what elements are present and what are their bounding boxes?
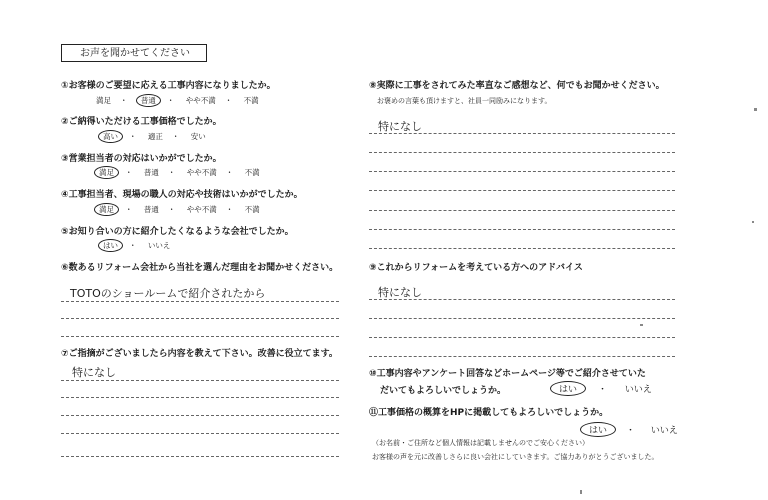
question-2-label: ②ご納得いただける工事価格でしたか。 xyxy=(61,117,222,127)
q6-answer-line-3 xyxy=(61,336,339,337)
q3-option-slightly-unsatisfied[interactable]: やや不満 xyxy=(186,168,217,177)
q2-option-cheap[interactable]: 安い xyxy=(190,132,206,141)
scan-speck xyxy=(580,490,582,494)
q8-answer-line-7 xyxy=(369,248,675,249)
question-3-label: ③営業担当者の対応はいかがでしたか。 xyxy=(61,154,222,164)
q10-option-yes-selected[interactable]: はい xyxy=(550,381,586,396)
question-10-options: はい ・ いいえ xyxy=(550,381,655,396)
q2-option-fair[interactable]: 適正 xyxy=(147,132,163,141)
question-6-answer: TOTOのショールームで紹介されたから xyxy=(70,287,266,300)
q9-answer-line-2 xyxy=(369,318,675,319)
q10-option-no[interactable]: いいえ xyxy=(624,385,652,395)
q4-option-unsatisfied[interactable]: 不満 xyxy=(244,205,260,214)
thanks-message: お客様の声を元に改善しさらに良い会社にしていきます。ご協力ありがとうございました。 xyxy=(372,453,659,461)
question-4-options: 満足 ・ 普通 ・ やや不満 ・ 不満 xyxy=(94,203,263,216)
q4-option-satisfied-selected[interactable]: 満足 xyxy=(94,203,119,216)
q8-answer-line-6 xyxy=(369,229,675,230)
question-11-options: はい ・ いいえ xyxy=(580,422,681,437)
q5-option-no[interactable]: いいえ xyxy=(147,241,171,250)
scan-speck xyxy=(754,108,757,111)
survey-title: お声を聞かせてください xyxy=(61,44,207,62)
q1-option-slightly-unsatisfied[interactable]: やや不満 xyxy=(185,96,216,105)
q8-answer-line-4 xyxy=(369,190,675,191)
q3-option-normal[interactable]: 普通 xyxy=(143,168,159,177)
question-3-options: 満足 ・ 普通 ・ やや不満 ・ 不満 xyxy=(94,166,263,179)
question-7-label: ⑦ご指摘がございましたら内容を教えて下さい。改善に役立てます。 xyxy=(61,349,338,359)
scan-speck xyxy=(752,221,754,223)
q7-answer-line-5 xyxy=(61,456,339,457)
question-10-label-line2: だいてもよろしいでしょうか。 xyxy=(380,386,507,396)
q7-answer-line-1 xyxy=(61,380,339,381)
q8-answer-line-2 xyxy=(369,152,675,153)
q5-option-yes-selected[interactable]: はい xyxy=(98,239,123,252)
q7-answer-line-4 xyxy=(61,433,339,434)
q8-answer-line-1 xyxy=(369,133,675,134)
q6-answer-line-1 xyxy=(61,301,339,302)
question-2-options: 高い ・ 適正 ・ 安い xyxy=(98,130,209,143)
privacy-note: （お名前・ご住所など個人情報は記載しませんのでご安心ください） xyxy=(372,439,589,447)
q9-answer-line-3 xyxy=(369,337,675,338)
q3-option-satisfied-selected[interactable]: 満足 xyxy=(94,166,119,179)
q4-option-normal[interactable]: 普通 xyxy=(143,205,159,214)
q11-option-yes-selected[interactable]: はい xyxy=(580,422,616,437)
question-4-label: ④工事担当者、現場の職人の対応や技術はいかがでしたか。 xyxy=(61,190,303,200)
q1-option-unsatisfied[interactable]: 不満 xyxy=(243,96,259,105)
q9-answer-line-1 xyxy=(369,299,675,300)
question-10-label-line1: ⑩工事内容やアンケート回答などホームページ等でご紹介させていた xyxy=(369,369,646,379)
question-5-label: ⑤お知り合いの方に紹介したくなるような会社でしたか。 xyxy=(61,227,294,237)
q7-answer-line-3 xyxy=(61,415,339,416)
question-11-label: ⑪工事価格の概算をHPに掲載してもよろしいでしょうか。 xyxy=(369,408,609,418)
question-1-label: ①お客様のご要望に応える工事内容になりましたか。 xyxy=(61,81,276,91)
scan-speck xyxy=(640,324,643,326)
q11-option-no[interactable]: いいえ xyxy=(650,426,678,436)
question-7-answer: 特になし xyxy=(72,366,116,379)
q6-answer-line-2 xyxy=(61,318,339,319)
q3-option-unsatisfied[interactable]: 不満 xyxy=(244,168,260,177)
q1-option-normal-selected[interactable]: 普通 xyxy=(136,94,161,107)
q7-answer-line-2 xyxy=(61,397,339,398)
q2-option-high-selected[interactable]: 高い xyxy=(98,130,123,143)
question-8-answer: 特になし xyxy=(378,120,422,133)
question-6-label: ⑥数あるリフォーム会社から当社を選んだ理由をお聞かせください。 xyxy=(61,263,339,273)
q4-option-slightly-unsatisfied[interactable]: やや不満 xyxy=(186,205,217,214)
question-9-answer: 特になし xyxy=(378,286,422,299)
q9-answer-line-4 xyxy=(369,356,675,357)
question-8-label: ⑧実際に工事をされてみた率直なご感想など、何でもお聞かせください。 xyxy=(369,81,665,91)
question-9-label: ⑨これからリフォームを考えている方へのアドバイス xyxy=(369,263,583,273)
question-1-options: 満足 ・ 普通 ・ やや不満 ・ 不満 xyxy=(93,94,262,107)
q8-answer-line-3 xyxy=(369,171,675,172)
q1-option-satisfied[interactable]: 満足 xyxy=(96,96,111,105)
question-5-options: はい ・ いいえ xyxy=(98,239,173,252)
question-8-note: お褒めの言葉も頂けますと、社員一同励みになります。 xyxy=(377,97,552,105)
q8-answer-line-5 xyxy=(369,210,675,211)
